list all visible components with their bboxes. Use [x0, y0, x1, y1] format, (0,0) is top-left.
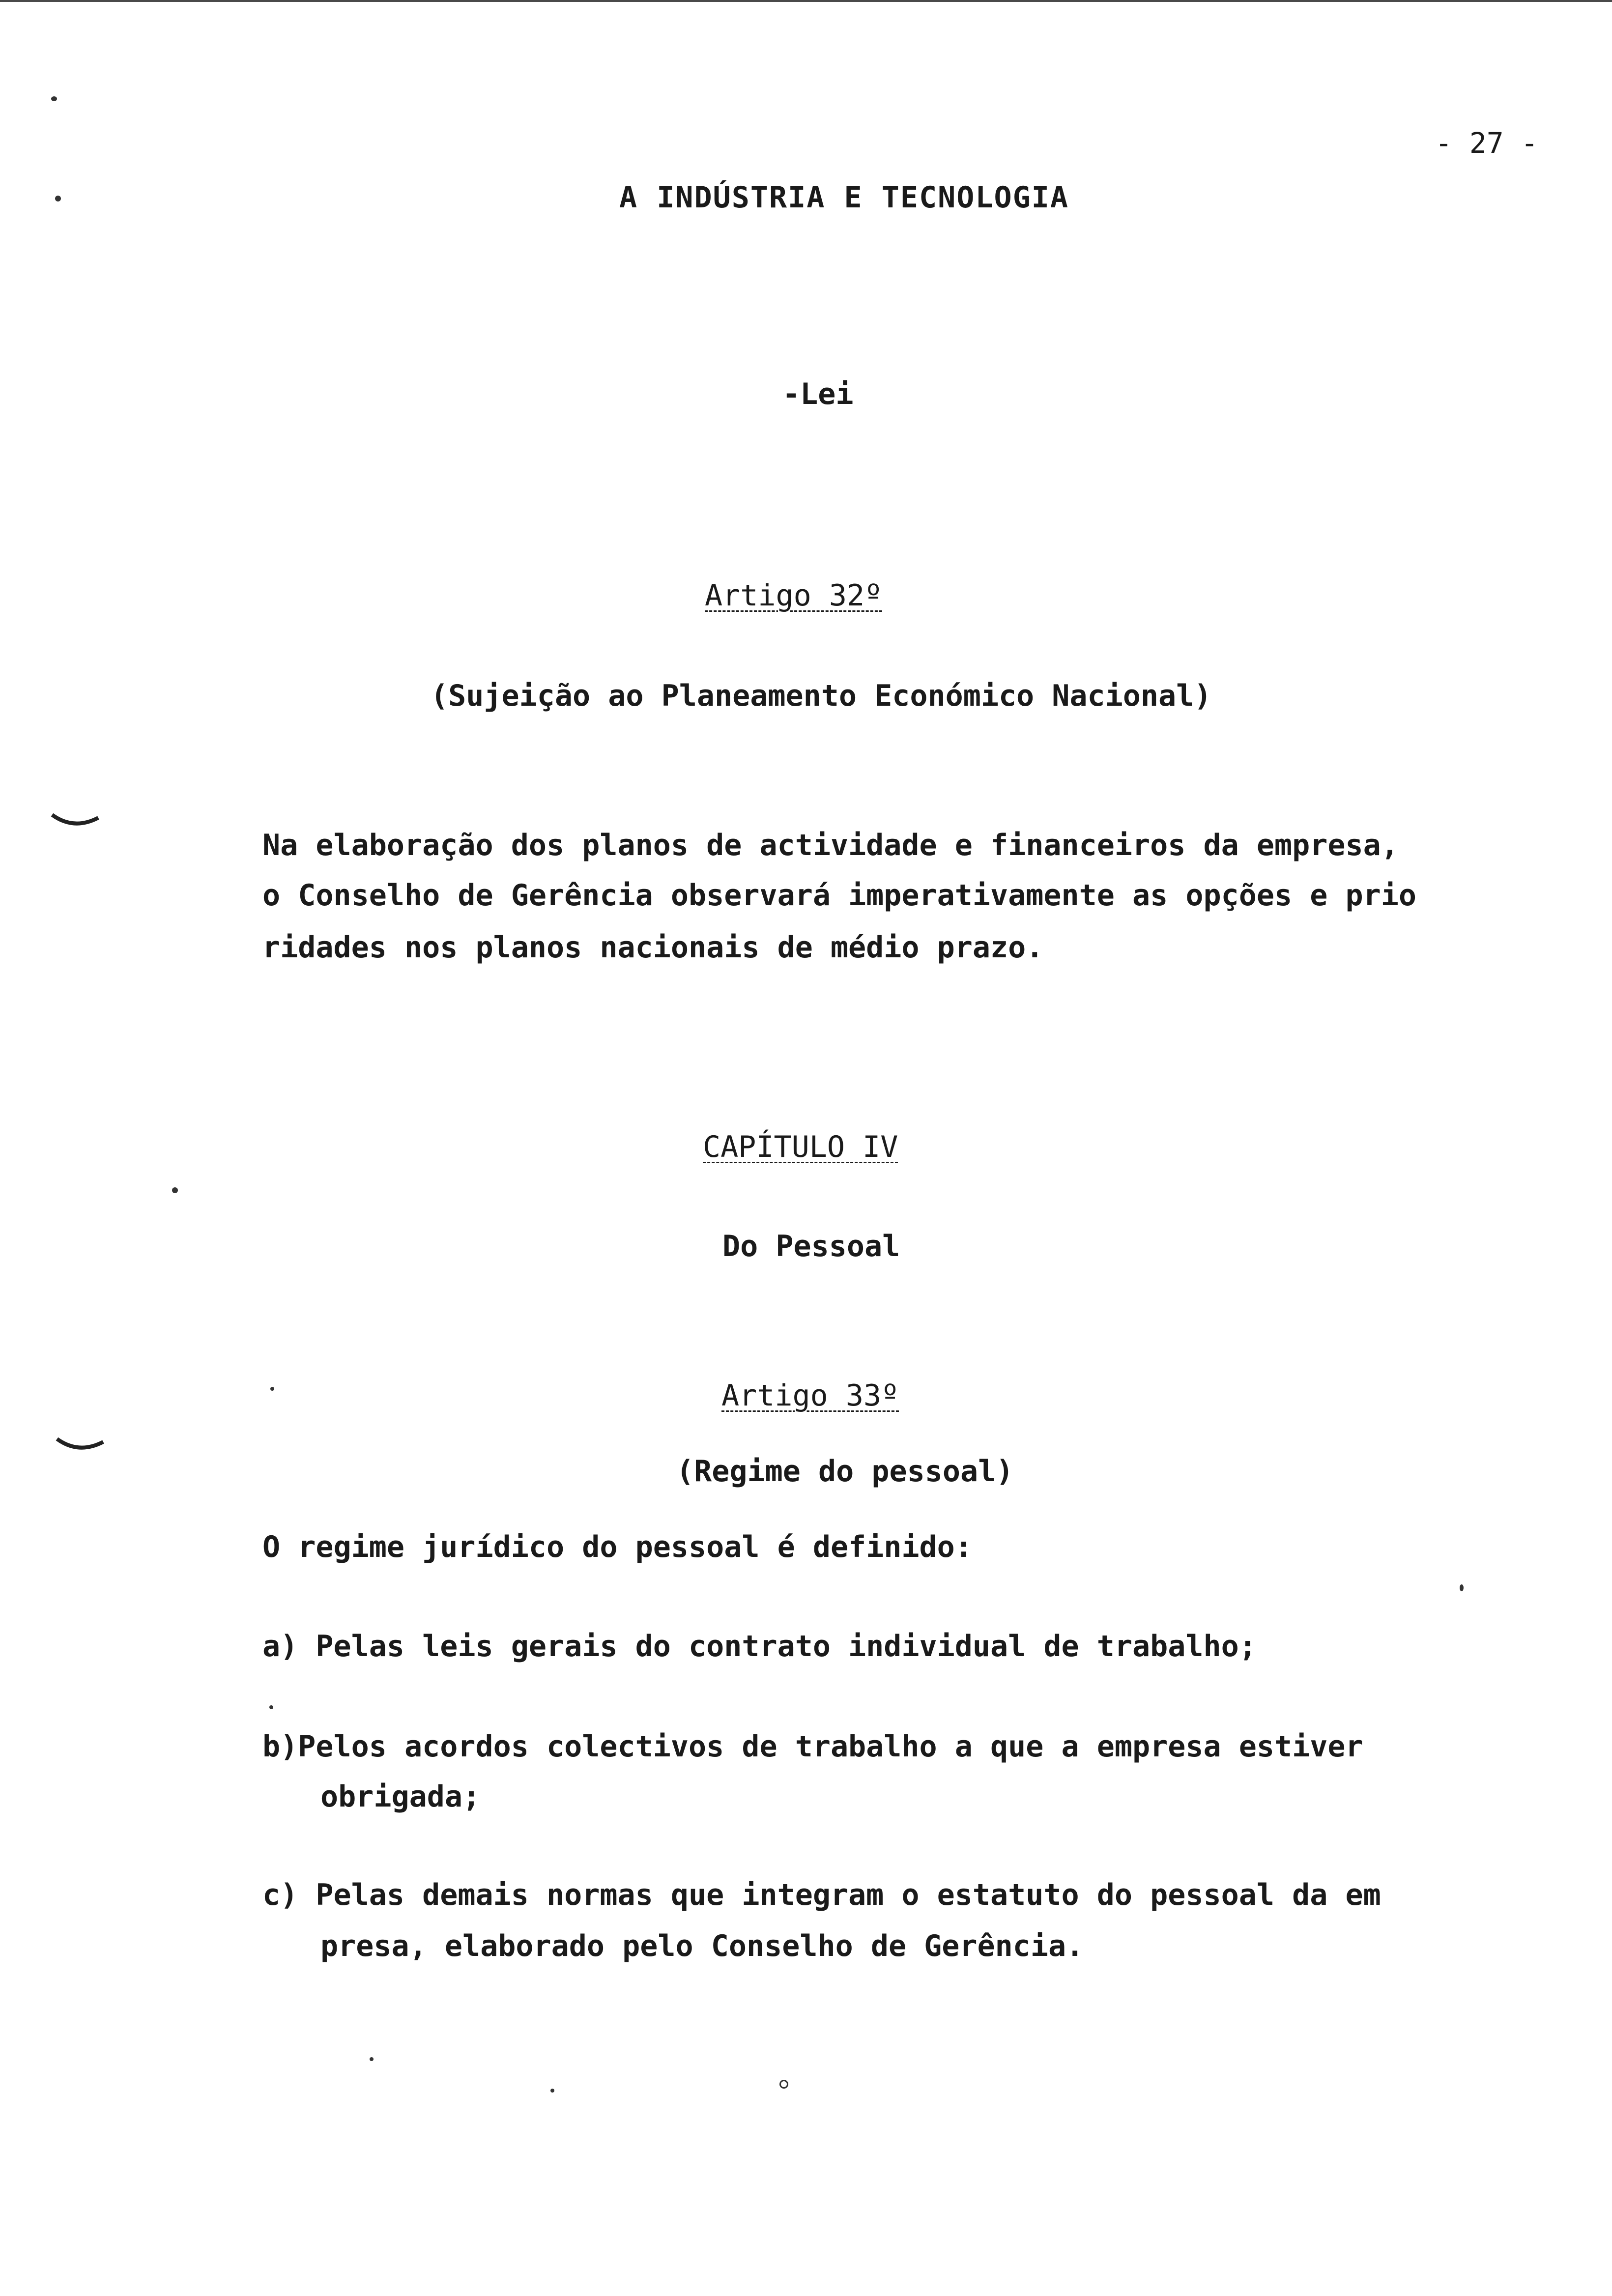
article-32-line-3: ridades nos planos nacionais de médio prazo. [262, 930, 1044, 965]
margin-mark [54, 1435, 108, 1460]
speck [550, 2089, 554, 2093]
speck [172, 1187, 178, 1193]
article-32-line-2: o Conselho de Gerência observará imperativamente as opções e prio [262, 878, 1416, 913]
item-c-line-1: c) Pelas demais normas que integram o estatuto do pessoal da em [262, 1878, 1381, 1912]
article-32-line-1: Na elaboração dos planos de actividade e financeiros da empresa, [262, 828, 1399, 862]
header-title: A INDÚSTRIA E TECNOLOGIA [619, 180, 1069, 215]
item-c-line-2: presa, elaborado pelo Conselho de Gerência. [320, 1929, 1084, 1963]
page-number: - 27 - [1435, 126, 1538, 160]
top-border [0, 0, 1612, 2]
item-b-line-1: b)Pelos acordos colectivos de trabalho a que a empresa estiver [262, 1729, 1363, 1764]
article-33-subtitle: (Regime do pessoal) [676, 1454, 1014, 1489]
speck [51, 96, 57, 101]
speck [269, 1705, 273, 1709]
speck [779, 2080, 788, 2089]
item-b-line-2: obrigada; [320, 1779, 481, 1814]
margin-mark [49, 811, 103, 835]
chapter-subtitle: Do Pessoal [722, 1229, 900, 1263]
article-32-subtitle: (Sujeição ao Planeamento Económico Nacional) [431, 679, 1212, 713]
speck [1460, 1584, 1464, 1591]
speck [55, 196, 61, 201]
item-a: a) Pelas leis gerais do contrato individual de trabalho; [262, 1629, 1257, 1664]
article-33-intro: O regime jurídico do pessoal é definido: [262, 1530, 973, 1564]
chapter-heading: CAPÍTULO IV [703, 1130, 898, 1164]
speck [270, 1387, 274, 1391]
article-32-heading: Artigo 32º [705, 578, 883, 613]
speck [370, 2057, 374, 2061]
lei-heading: -Lei [782, 377, 854, 411]
article-33-heading: Artigo 33º [721, 1378, 899, 1413]
